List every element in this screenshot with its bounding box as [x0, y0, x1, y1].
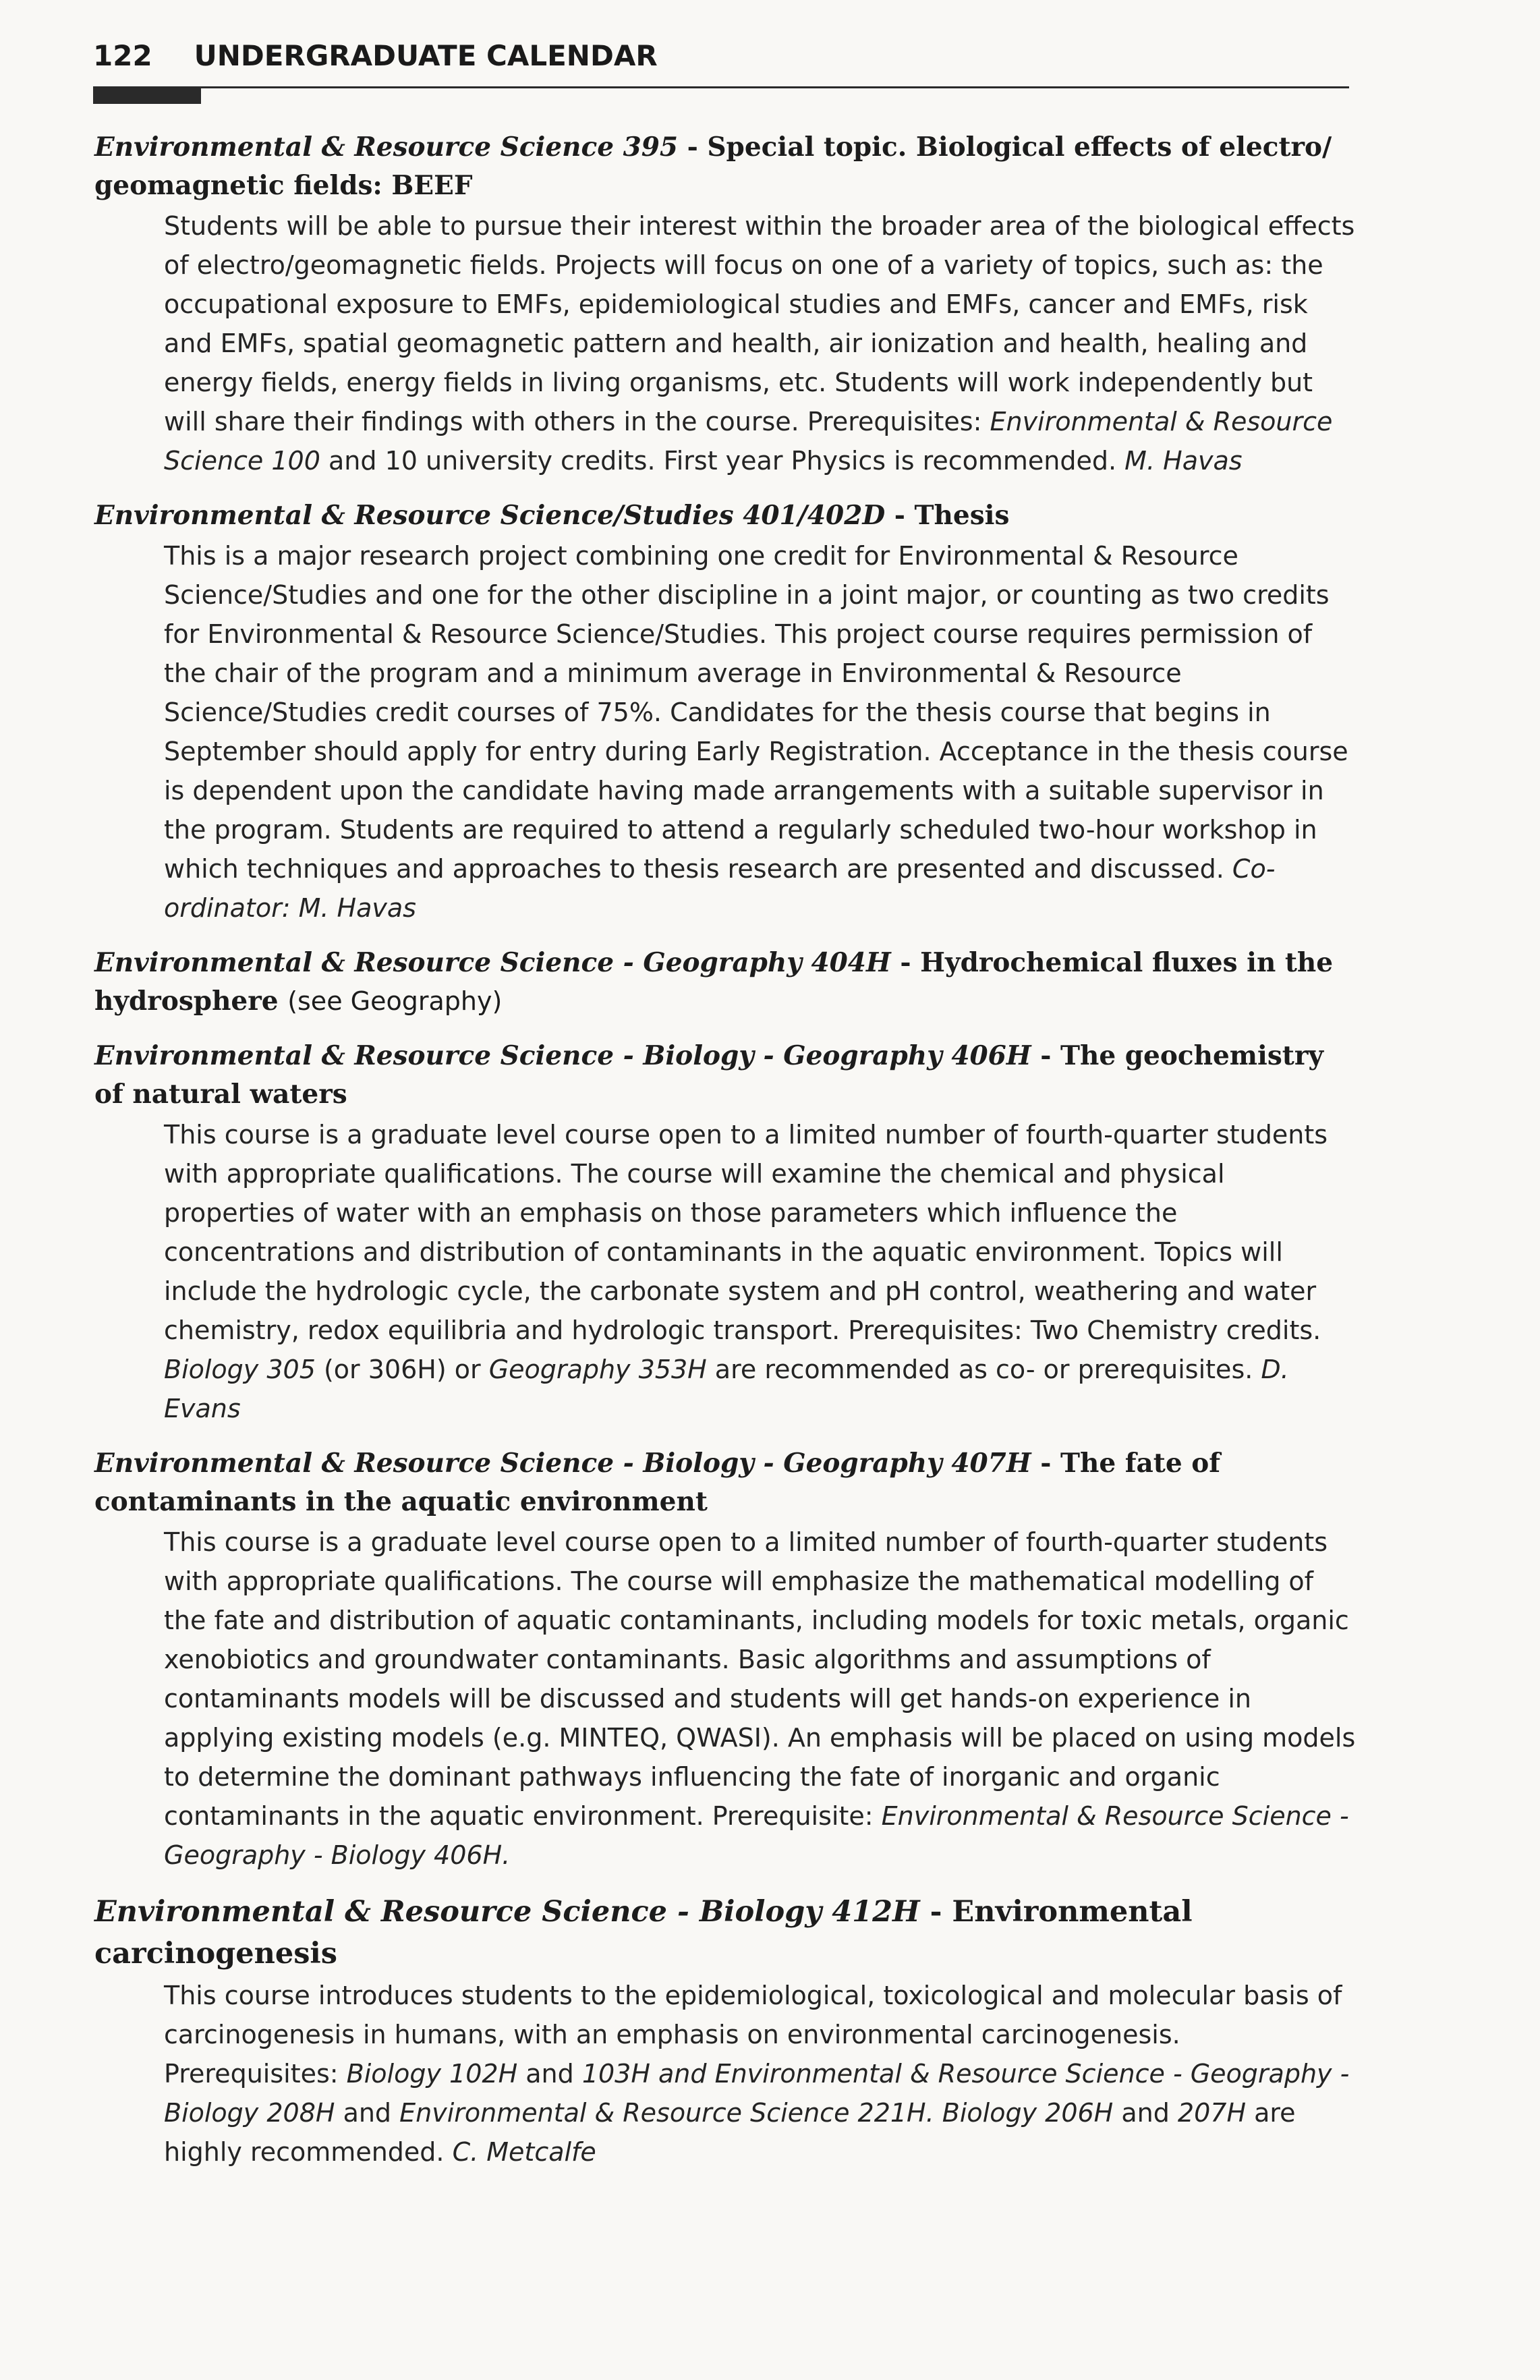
course-heading	[94, 128, 1356, 205]
course-title: Hydrochemical fluxes in the hydrosphere	[94, 947, 1334, 1017]
course-title: Thesis	[914, 500, 1010, 531]
course-title: Special topic. Biological effects of electro/ geomagnetic fields: BEEF	[94, 132, 1332, 201]
description-text: This is a major research project combining one credit for Environmental & Resource Science/Studies and one for the other discipline in a joint major, or counting as two credits for Environmental & Resource Science/Studies. This project course requires permission of the chair of the program and a minimum average in Environmental & Resource Science/Studies credit courses of 75%. Candidates for the thesis course that begins in September should apply for entry during Early Registration. Acceptance in the thesis course is dependent upon the candidate having made arrangements with a suitable supervisor in the program. Students are required to attend a regularly scheduled two-hour workshop in which techniques and approaches to thesis research are presented and discussed.	[164, 541, 1348, 884]
course-code: Environmental & Resource Science - Biology - Geography 407H	[94, 1448, 1031, 1479]
heading-separator: -	[885, 500, 915, 531]
prerequisite-course: Geography 353H	[488, 1355, 707, 1384]
prerequisite-course: 207H	[1177, 2098, 1247, 2128]
heading-separator: -	[919, 1895, 952, 1929]
course-entry	[94, 497, 1356, 928]
course-description	[164, 1115, 1358, 1428]
course-entry	[94, 1444, 1356, 1875]
description-text: This course is a graduate level course open to a limited number of fourth-quarter students with appropriate qualifications. The course will emphasize the mathematical modelling of the fate and distribution of aquatic contaminants, including models for toxic metals, organic xenobiotics and groundwater contaminants. Basic algorithms and assumptions of contaminants models will be discussed and students will get hands-on experience in applying existing models (e.g. MINTEQ, QWASI). An emphasis will be placed on using models to determine the dominant pathways influencing the fate of inorganic and organic contaminants in the aquatic environment. Prerequisite:	[164, 1527, 1356, 1831]
running-header	[93, 39, 1348, 72]
heading-separator: -	[1031, 1448, 1060, 1479]
course-title: Environmental carcinogenesis	[94, 1895, 1193, 1971]
course-title: The fate of contaminants in the aquatic environment	[94, 1448, 1220, 1517]
header-rule-tab	[93, 86, 201, 104]
description-text: are recommended as co- or prerequisites.	[706, 1355, 1261, 1384]
description-text: and 10 university credits. First year Physics is recommended.	[320, 446, 1125, 476]
description-text: are highly recommended.	[164, 2098, 1296, 2167]
heading-separator: -	[678, 132, 708, 163]
cross-reference: (see Geography)	[287, 986, 503, 1016]
header-rule	[93, 86, 1349, 88]
description-text: This course introduces students to the epidemiological, toxicological and molecular basis of carcinogenesis in humans, with an emphasis on environmental carcinogenesis. Prerequisites:	[164, 1981, 1342, 2089]
course-description	[164, 206, 1358, 480]
prerequisite-course: Environmental & Resource Science 100	[164, 407, 1333, 476]
prerequisite-course: Biology 102H	[346, 2059, 518, 2089]
description-text: and	[335, 2098, 400, 2128]
description-text: and	[1113, 2098, 1178, 2128]
description-text: and	[517, 2059, 582, 2089]
page-number: 122	[93, 39, 152, 72]
course-description	[164, 1976, 1358, 2172]
prerequisite-course: Environmental & Resource Science - Geography - Biology 406H.	[164, 1801, 1349, 1870]
course-entry	[94, 944, 1356, 1021]
instructor: M. Havas	[1124, 446, 1243, 476]
description-text: Students will be able to pursue their interest within the broader area of the biological effects of electro/geomagnetic fields. Projects will focus on one of a variety of topics, such as: the occupational exposure to EMFs, epidemiological studies and EMFs, cancer and EMFs, risk and EMFs, spatial geomagnetic pattern and health, air ionization and health, healing and energy fields, energy fields in living organisms, etc. Students will work independently but will share their findings with others in the course. Prerequisites:	[164, 211, 1355, 436]
course-description	[164, 1523, 1358, 1875]
instructor: D. Evans	[164, 1355, 1289, 1423]
course-heading	[94, 1037, 1356, 1114]
course-heading	[94, 944, 1356, 1021]
heading-separator: -	[890, 947, 921, 978]
course-entry	[94, 128, 1356, 480]
course-code: Environmental & Resource Science 395	[94, 132, 679, 163]
description-text: This course is a graduate level course open to a limited number of fourth-quarter students with appropriate qualifications. The course will examine the chemical and physical properties of water with an emphasis on those parameters which influence the concentrations and distribution of contaminants in the aquatic environment. Topics will include the hydrologic cycle, the carbonate system and pH control, weathering and water chemistry, redox equilibria and hydrologic transport. Prerequisites: Two Chemistry credits.	[164, 1120, 1328, 1345]
course-code: Environmental & Resource Science - Biology 412H	[94, 1895, 920, 1929]
course-code: Environmental & Resource Science - Biology - Geography 406H	[94, 1040, 1031, 1071]
course-code: Environmental & Resource Science/Studies 401/402D	[94, 500, 886, 531]
course-code: Environmental & Resource Science - Geography 404H	[94, 947, 891, 978]
prerequisite-course: Biology 305	[164, 1355, 316, 1384]
course-entry	[94, 1891, 1356, 2172]
course-title: The geochemistry of natural waters	[94, 1040, 1324, 1110]
course-entry	[94, 1037, 1356, 1428]
description-text: (or 306H) or	[315, 1355, 489, 1384]
instructor: C. Metcalfe	[452, 2137, 596, 2167]
prerequisite-course: Environmental & Resource Science 221H. Biology 206H	[399, 2098, 1114, 2128]
heading-separator: -	[1031, 1040, 1060, 1071]
course-heading	[94, 1444, 1356, 1521]
course-description	[164, 536, 1358, 928]
course-listing	[94, 128, 1356, 2188]
course-heading	[94, 1891, 1356, 1975]
course-heading	[94, 497, 1356, 535]
prerequisite-course: 103H and Environmental & Resource Science - Geography - Biology 208H	[164, 2059, 1350, 2128]
instructor: Co-ordinator: M. Havas	[164, 854, 1276, 923]
running-title: UNDERGRADUATE CALENDAR	[194, 39, 658, 72]
